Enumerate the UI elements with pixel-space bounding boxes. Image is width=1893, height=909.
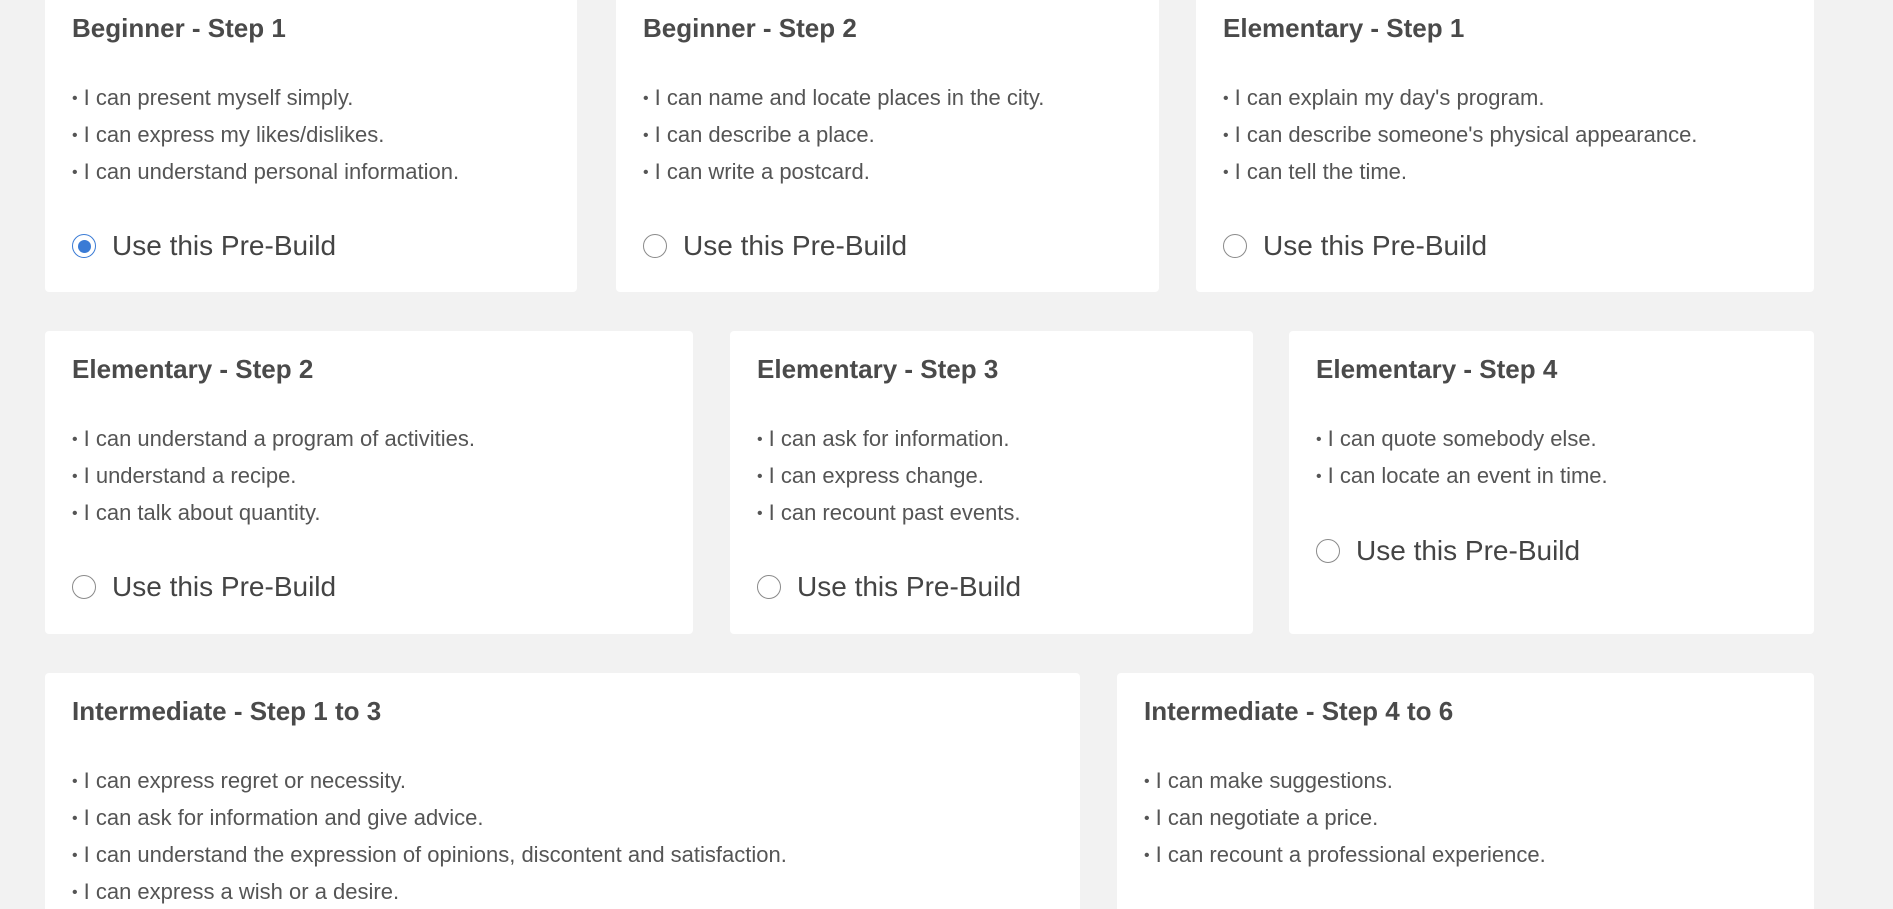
use-prebuild-radio-option[interactable]: [72, 571, 336, 603]
card-title: Beginner - Step 2: [643, 13, 857, 43]
prebuild-card-beginner-step-1: [45, 0, 577, 292]
list-item: • I can name and locate places in the city.: [643, 80, 1044, 117]
can-do-list: [72, 80, 459, 191]
prebuild-card-elementary-step-1: [1196, 0, 1814, 292]
list-item: • I can make suggestions.: [1144, 763, 1546, 800]
list-item: • I can express my likes/dislikes.: [72, 117, 459, 154]
prebuild-card-intermediate-step-1-to-3: [45, 673, 1080, 909]
use-prebuild-label[interactable]: Use this Pre-Build: [112, 230, 337, 261]
can-do-list: [643, 80, 1044, 191]
radio-unchecked-icon[interactable]: [757, 575, 781, 599]
list-item: • I can understand a program of activities.: [72, 421, 475, 458]
use-prebuild-label[interactable]: Use this Pre-Build: [797, 571, 1022, 602]
list-item: • I can describe a place.: [643, 117, 1044, 154]
radio-unchecked-icon[interactable]: [1223, 234, 1247, 258]
can-do-list: [72, 421, 475, 532]
list-item: • I can tell the time.: [1223, 154, 1697, 191]
prebuild-card-intermediate-step-4-to-6: [1117, 673, 1814, 909]
list-item: • I can ask for information and give advice.: [72, 800, 787, 837]
use-prebuild-radio-option[interactable]: [643, 230, 907, 262]
use-prebuild-radio-option[interactable]: [757, 571, 1021, 603]
list-item: • I can negotiate a price.: [1144, 800, 1546, 837]
list-item: • I can explain my day's program.: [1223, 80, 1697, 117]
list-item: • I can describe someone's physical appearance.: [1223, 117, 1697, 154]
radio-checked-icon[interactable]: [72, 234, 96, 258]
list-item: • I can recount a professional experience.: [1144, 837, 1546, 874]
card-title: Elementary - Step 3: [757, 354, 999, 384]
use-prebuild-radio-option[interactable]: [72, 230, 336, 262]
list-item: • I can understand the expression of opinions, discontent and satisfaction.: [72, 837, 787, 874]
can-do-list: [72, 763, 787, 909]
can-do-list: [1223, 80, 1697, 191]
prebuild-card-beginner-step-2: [616, 0, 1159, 292]
prebuild-card-elementary-step-3: [730, 331, 1253, 634]
list-item: • I can locate an event in time.: [1316, 458, 1608, 495]
card-title: Elementary - Step 1: [1223, 13, 1465, 43]
card-title: Intermediate - Step 1 to 3: [72, 696, 382, 726]
prebuild-card-elementary-step-4: [1289, 331, 1814, 634]
prebuild-card-elementary-step-2: [45, 331, 693, 634]
list-item: • I can talk about quantity.: [72, 495, 475, 532]
card-title: Beginner - Step 1: [72, 13, 286, 43]
list-item: • I can express change.: [757, 458, 1021, 495]
can-do-list: [1316, 421, 1608, 495]
list-item: • I can recount past events.: [757, 495, 1021, 532]
card-title: Elementary - Step 2: [72, 354, 314, 384]
list-item: • I can ask for information.: [757, 421, 1021, 458]
list-item: • I can express a wish or a desire.: [72, 874, 787, 909]
can-do-list: [757, 421, 1021, 532]
radio-unchecked-icon[interactable]: [643, 234, 667, 258]
card-title: Intermediate - Step 4 to 6: [1144, 696, 1454, 726]
radio-unchecked-icon[interactable]: [1316, 539, 1340, 563]
use-prebuild-label[interactable]: Use this Pre-Build: [683, 230, 908, 261]
use-prebuild-radio-option[interactable]: [1316, 535, 1580, 567]
list-item: • I can understand personal information.: [72, 154, 459, 191]
use-prebuild-label[interactable]: Use this Pre-Build: [1263, 230, 1488, 261]
list-item: • I can express regret or necessity.: [72, 763, 787, 800]
list-item: • I can present myself simply.: [72, 80, 459, 117]
list-item: • I can quote somebody else.: [1316, 421, 1608, 458]
use-prebuild-label[interactable]: Use this Pre-Build: [1356, 535, 1581, 566]
radio-unchecked-icon[interactable]: [72, 575, 96, 599]
list-item: • I understand a recipe.: [72, 458, 475, 495]
use-prebuild-radio-option[interactable]: [1223, 230, 1487, 262]
use-prebuild-label[interactable]: Use this Pre-Build: [112, 571, 337, 602]
can-do-list: [1144, 763, 1546, 874]
card-title: Elementary - Step 4: [1316, 354, 1558, 384]
list-item: • I can write a postcard.: [643, 154, 1044, 191]
